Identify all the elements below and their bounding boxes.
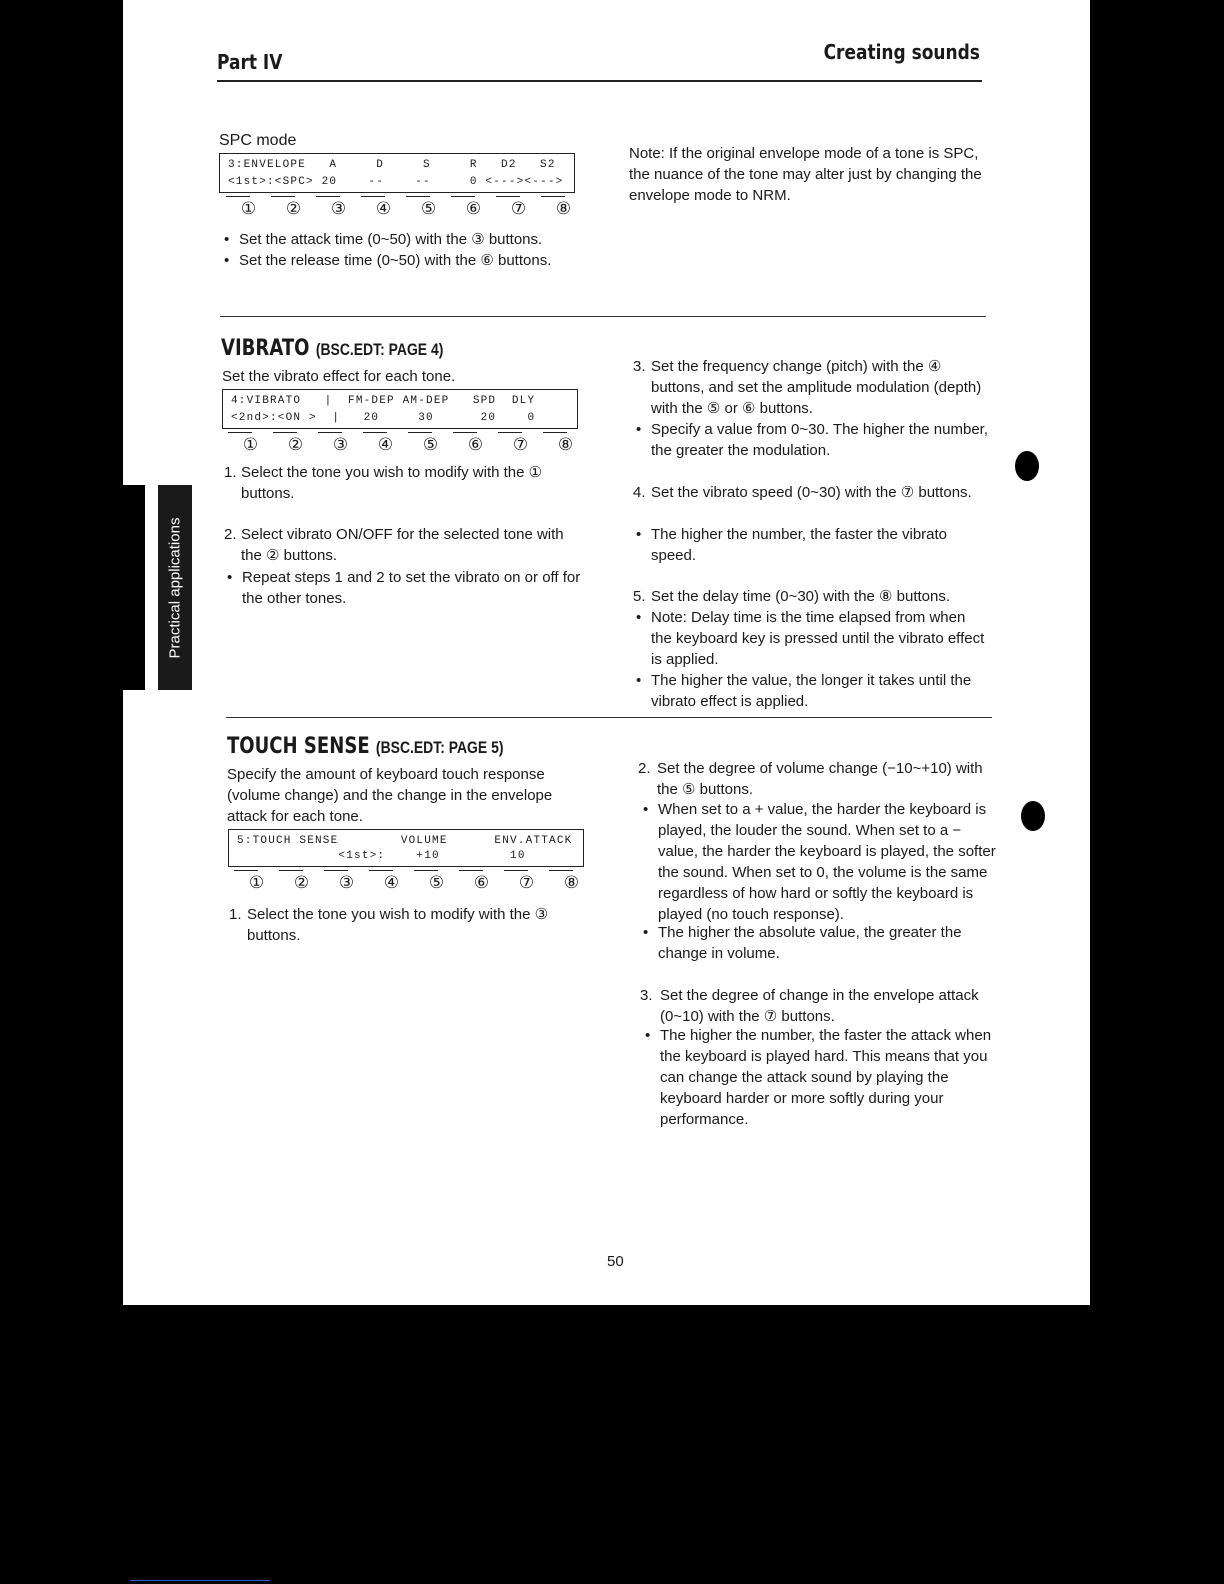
touch-step-3: Set the degree of change in the envelope attack (0~10) with the ⑦ buttons. bbox=[660, 987, 979, 1025]
lcd-display bbox=[228, 829, 584, 867]
button-4-label: ④ bbox=[377, 435, 394, 454]
part-label: Part IV bbox=[217, 50, 283, 74]
button-6-label: ⑥ bbox=[467, 435, 484, 454]
touch-step-2-bullet-1: • When set to a + value, the harder the keyboard is played, the louder the sound. When set to a − value, the harder the keyboard is played, the softer the sound. When set to 0, the volume is the same regardless of how hard or softly the keyboard is played (no touch response). bbox=[658, 799, 996, 925]
lcd-line-2: <1st>: +10 10 bbox=[237, 850, 526, 862]
section-title-touch-sense bbox=[227, 734, 503, 759]
margin-dot bbox=[1015, 451, 1039, 481]
vibrato-step-2-bullet: • Repeat steps 1 and 2 to set the vibrato on or off for the other tones. bbox=[242, 567, 587, 609]
button-number-row bbox=[228, 435, 588, 455]
step-number: 1. bbox=[229, 906, 242, 923]
button-7-label: ⑦ bbox=[510, 199, 527, 218]
chapter-title: Creating sounds bbox=[823, 40, 980, 64]
vibrato-step-3: Set the frequency change (pitch) with the ④ buttons, and set the amplitude modulation (depth) with the ⑤ or ⑥ buttons. bbox=[651, 358, 982, 417]
page-edge bbox=[123, 0, 145, 485]
button-8-label: ⑧ bbox=[557, 435, 574, 454]
button-2-label: ② bbox=[293, 873, 310, 892]
vibrato-step-1: Select the tone you wish to modify with the ① buttons. bbox=[241, 464, 543, 502]
vibrato-step-5-bullet-1: • Note: Delay time is the time elapsed from when the keyboard key is pressed until the vibrato effect is applied. bbox=[651, 607, 989, 670]
button-6-label: ⑥ bbox=[465, 199, 482, 218]
vibrato-step-4-bullet: • The higher the number, the faster the vibrato speed. bbox=[651, 524, 989, 566]
touch-step-1: Select the tone you wish to modify with the ③ buttons. bbox=[247, 906, 549, 944]
touch-step-2: Set the degree of volume change (−10~+10) with the ⑤ buttons. bbox=[657, 760, 983, 798]
button-5-label: ⑤ bbox=[428, 873, 445, 892]
button-1-label: ① bbox=[240, 199, 257, 218]
step-number: 5. bbox=[633, 588, 646, 605]
step-number: 4. bbox=[633, 484, 646, 501]
button-2-label: ② bbox=[285, 199, 302, 218]
touch-title: TOUCH SENSE bbox=[227, 734, 370, 759]
button-3-label: ③ bbox=[338, 873, 355, 892]
step-number: 2. bbox=[224, 526, 237, 543]
touch-intro: Specify the amount of keyboard touch response (volume change) and the change in the envelope attack for each tone. bbox=[227, 766, 553, 825]
header-rule bbox=[217, 80, 982, 82]
button-number-row bbox=[226, 199, 586, 219]
vibrato-step-5-bullet-2: • The higher the value, the longer it takes until the vibrato effect is applied. bbox=[651, 670, 989, 712]
vibrato-subtitle: (BSC.EDT: PAGE 4) bbox=[315, 340, 444, 359]
section-divider bbox=[226, 717, 992, 718]
step-number: 2. bbox=[638, 760, 651, 777]
page-edge bbox=[123, 690, 158, 1305]
button-dashes bbox=[228, 432, 578, 433]
spc-bullet-2: • Set the release time (0~50) with the ⑥ buttons. bbox=[239, 250, 584, 271]
button-1-label: ① bbox=[248, 873, 265, 892]
lcd-line-2: <1st>:<SPC> 20 -- -- 0 <---><---> bbox=[228, 176, 564, 188]
section-divider bbox=[220, 316, 986, 317]
touch-step-3-bullet: • The higher the number, the faster the attack when the keyboard is played hard. This means that you can change the attack sound by playing the keyboard harder or more softly during your performance. bbox=[660, 1025, 998, 1130]
vibrato-step-4: Set the vibrato speed (0~30) with the ⑦ buttons. bbox=[651, 484, 972, 501]
step-number: 3. bbox=[640, 987, 653, 1004]
button-3-label: ③ bbox=[332, 435, 349, 454]
vibrato-step-3-bullet: • Specify a value from 0~30. The higher the number, the greater the modulation. bbox=[651, 419, 989, 461]
spc-note: Note: If the original envelope mode of a tone is SPC, the nuance of the tone may alter just by changing the envelope mode to NRM. bbox=[629, 145, 982, 204]
spc-heading: SPC mode bbox=[219, 132, 297, 149]
lcd-line-2: <2nd>:<ON > | 20 30 20 0 bbox=[231, 412, 536, 424]
lcd-display bbox=[222, 389, 578, 429]
scan-artifact-line bbox=[130, 1580, 270, 1581]
step-number: 3. bbox=[633, 358, 646, 375]
vibrato-intro: Set the vibrato effect for each tone. bbox=[222, 368, 456, 385]
button-number-row bbox=[234, 873, 594, 893]
vibrato-step-2: Select vibrato ON/OFF for the selected tone with the ② buttons. bbox=[241, 526, 564, 564]
button-7-label: ⑦ bbox=[512, 435, 529, 454]
page-edge bbox=[123, 0, 395, 5]
lcd-line-1: 5:TOUCH SENSE VOLUME ENV.ATTACK bbox=[237, 835, 573, 847]
section-title-vibrato bbox=[221, 336, 443, 361]
button-dashes bbox=[234, 870, 584, 871]
step-number: 1. bbox=[224, 464, 237, 481]
button-5-label: ⑤ bbox=[420, 199, 437, 218]
button-2-label: ② bbox=[287, 435, 304, 454]
spc-bullet-1: • Set the attack time (0~50) with the ③ buttons. bbox=[239, 229, 584, 250]
button-5-label: ⑤ bbox=[422, 435, 439, 454]
button-4-label: ④ bbox=[375, 199, 392, 218]
button-1-label: ① bbox=[242, 435, 259, 454]
button-6-label: ⑥ bbox=[473, 873, 490, 892]
lcd-line-1: 4:VIBRATO | FM-DEP AM-DEP SPD DLY bbox=[231, 395, 536, 407]
button-7-label: ⑦ bbox=[518, 873, 535, 892]
vibrato-title: VIBRATO bbox=[221, 336, 310, 361]
side-tab-label: Practical applications bbox=[166, 517, 184, 658]
lcd-line-1: 3:ENVELOPE A D S R D2 S2 bbox=[228, 159, 556, 171]
button-8-label: ⑧ bbox=[555, 199, 572, 218]
button-dashes bbox=[226, 196, 576, 197]
margin-dot bbox=[1021, 801, 1045, 831]
button-4-label: ④ bbox=[383, 873, 400, 892]
touch-subtitle: (BSC.EDT: PAGE 5) bbox=[375, 738, 504, 757]
button-3-label: ③ bbox=[330, 199, 347, 218]
button-8-label: ⑧ bbox=[563, 873, 580, 892]
lcd-display bbox=[219, 153, 575, 193]
vibrato-step-5: Set the delay time (0~30) with the ⑧ buttons. bbox=[651, 588, 951, 605]
side-tab bbox=[158, 485, 192, 690]
page-number: 50 bbox=[607, 1253, 624, 1270]
touch-step-2-bullet-2: • The higher the absolute value, the greater the change in volume. bbox=[658, 922, 996, 964]
